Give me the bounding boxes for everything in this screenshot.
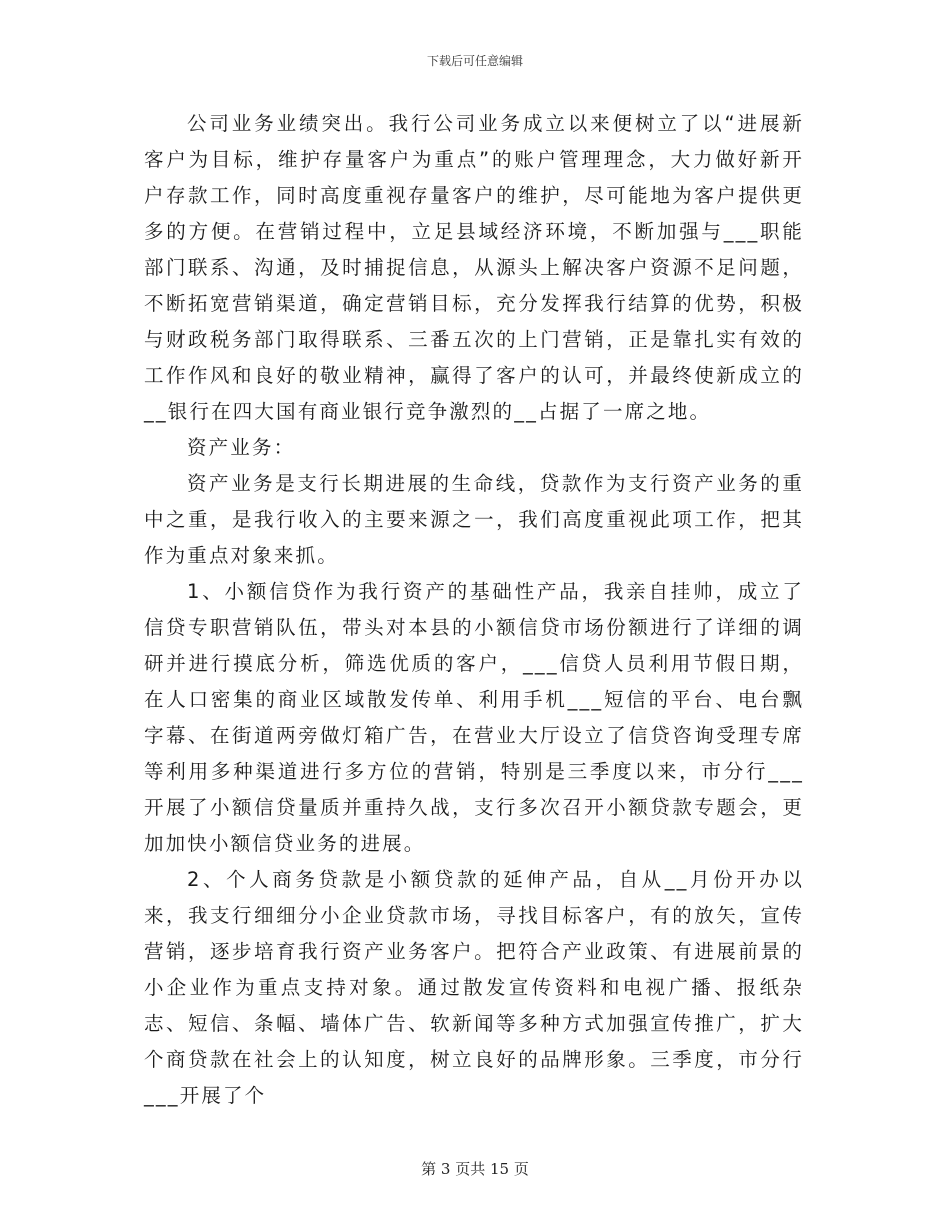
paragraph-business-loan: 2、个人商务贷款是小额贷款的延伸产品，自从__月份开办以来，我支行细细分小企业贷款市场，寻找目标客户，有的放矢，宣传营销，逐步培育我行资产业务客户。把符合产业政策、有进展前景的小企业作为重点支持对象。通过散发宣传资料和电视广播、报纸杂志、短信、条幅、墙体广告、软新闻等多种方式加强宣传推广，扩大个商贷款在社会上的认知度，树立良好的品牌形象。三季度，市分行___开展了个 <box>144 868 804 1107</box>
paragraph-microcredit: 1、小额信贷作为我行资产的基础性产品，我亲自挂帅，成立了信贷专职营销队伍，带头对本县的小额信贷市场份额进行了详细的调研并进行摸底分析，筛选优质的客户，___信贷人员利用节假日期，在人口密集的商业区域散发传单、利用手机___短信的平台、电台飘字幕、在街道两旁做灯箱广告，在营业大厅设立了信贷咨询受理专席等利用多种渠道进行多方位的营销，特别是三季度以来，市分行___开展了小额信贷量质并重持久战，支行多次召开小额贷款专题会，更加加快小额信贷业务的进展。 <box>144 580 804 855</box>
document-body <box>144 106 804 1114</box>
page-number: 第 3 页共 15 页 <box>421 1160 529 1178</box>
paragraph-asset-heading: 资产业务： <box>187 436 296 459</box>
page-header: 下载后可任意编辑 <box>426 54 523 68</box>
paragraph-asset-business: 资产业务是支行长期进展的生命线，贷款作为支行资产业务的重中之重，是我行收入的主要来源之一，我们高度重视此项工作，把其作为重点对象来抓。 <box>144 472 804 567</box>
paragraph-corporate-business: 公司业务业绩突出。我行公司业务成立以来便树立了以“进展新客户为目标，维护存量客户为重点”的账户管理理念，大力做好新开户存款工作，同时高度重视存量客户的维护，尽可能地为客户提供更多的方便。在营销过程中，立足县域经济环境，不断加强与___职能部门联系、沟通，及时捕捉信息，从源头上解决客户资源不足问题，不断拓宽营销渠道，确定营销目标，充分发挥我行结算的优势，积极与财政税务部门取得联系、三番五次的上门营销，正是靠扎实有效的工作作风和良好的敬业精神，赢得了客户的认可，并最终使新成立的__银行在四大国有商业银行竞争激烈的__占据了一席之地。 <box>144 112 804 423</box>
